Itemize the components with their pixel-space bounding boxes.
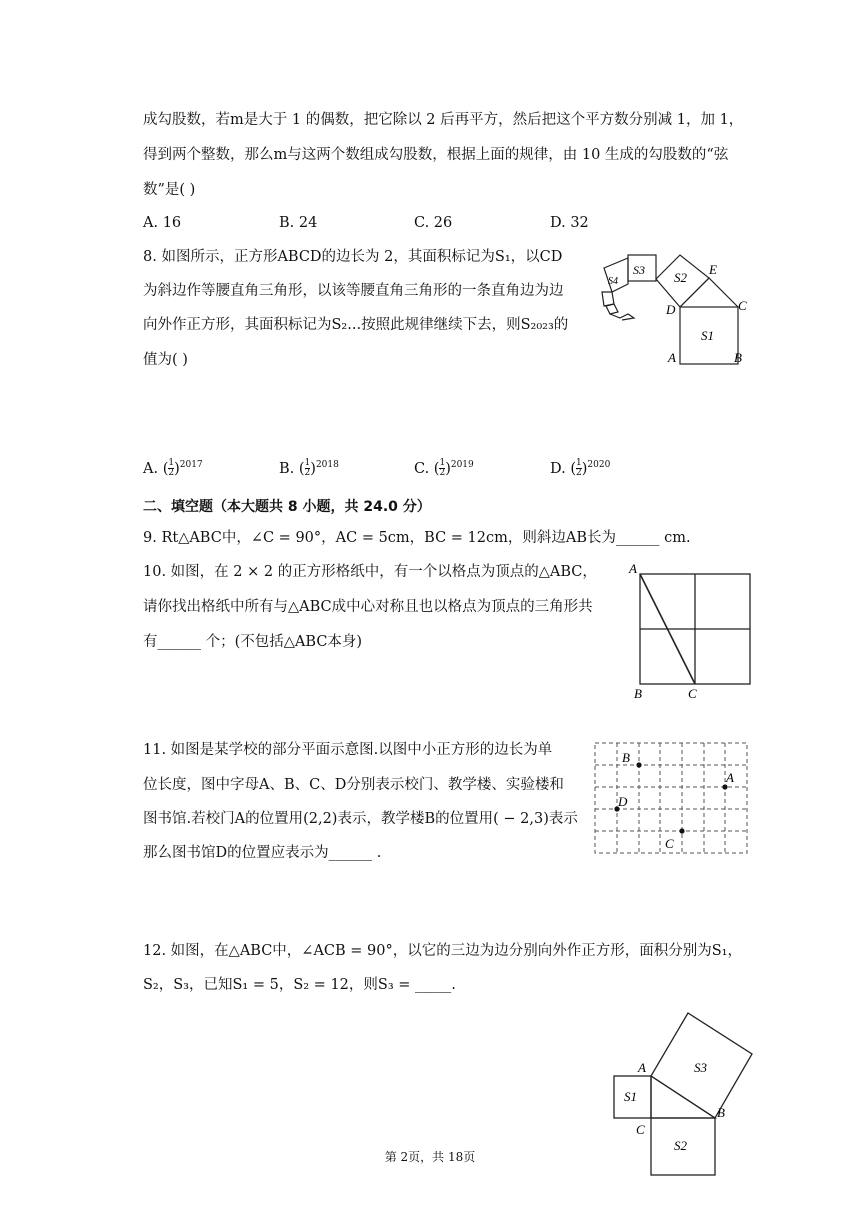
q11-point-c bbox=[679, 828, 684, 833]
q10-label-b: B bbox=[634, 686, 642, 701]
q8-option-b-prefix: B. ( bbox=[279, 460, 305, 477]
q8-spiral-tail bbox=[610, 314, 634, 320]
q11-figure bbox=[590, 740, 752, 858]
fraction: $\frac{1}{2}$ bbox=[439, 458, 446, 479]
q8-line-1: 8. 如图所示，正方形ABCD的边长为 2，其面积标记为S₁，以CD bbox=[143, 249, 563, 265]
q11-label-d: D bbox=[618, 794, 628, 809]
q8-label-b: B bbox=[734, 350, 742, 365]
q8-option-c-exp: 2019 bbox=[450, 460, 474, 470]
q8-label-d: D bbox=[666, 302, 676, 317]
q11-label-b: B bbox=[622, 750, 630, 765]
q8-line-4: 值为( ) bbox=[143, 352, 188, 368]
q10-label-a: A bbox=[629, 561, 637, 576]
q8-option-c: C. ( $\frac{1}{2}$ )$^{2019}$ bbox=[414, 458, 474, 479]
fraction: $\frac{1}{2}$ bbox=[575, 458, 582, 479]
q8-option-a-exp: 2017 bbox=[179, 460, 203, 470]
q7-option-d: D. 32 bbox=[550, 215, 589, 231]
q12-line-1: 12. 如图，在△ABC中，∠ACB = 90°，以它的三边为边分别向外作正方形，面积分别为S₁， bbox=[143, 943, 742, 959]
q7-option-a: A. 16 bbox=[143, 215, 182, 231]
q12-label-c: C bbox=[636, 1122, 645, 1137]
q12-label-b: B bbox=[717, 1105, 725, 1120]
section-heading: 二、填空题（本大题共 8 小题，共 24.0 分） bbox=[143, 499, 431, 515]
q8-spiral-smaller bbox=[606, 304, 618, 314]
q12-line-2: S₂，S₃，已知S₁ = 5，S₂ = 12，则S₃ = _____. bbox=[143, 977, 456, 993]
q10-figure bbox=[626, 560, 756, 702]
q8-line-2: 为斜边作等腰直角三角形，以该等腰直角三角形的一条直角边为边 bbox=[143, 283, 564, 299]
q8-label-a: A bbox=[668, 350, 676, 365]
q7-line-3: 数”是( ) bbox=[143, 182, 196, 198]
q11-label-c: C bbox=[665, 836, 674, 851]
q8-label-c: C bbox=[738, 298, 747, 313]
q7-line-2: 得到两个整数，那么m与这两个数组成勾股数，根据上面的规律，由 10 生成的勾股数的“弦 bbox=[143, 147, 729, 163]
q8-option-a: A. ( $\frac{1}{2}$ )$^{2017}$ bbox=[143, 458, 203, 479]
q12-label-s3: S3 bbox=[694, 1060, 707, 1075]
q10-line-1: 10. 如图，在 2 × 2 的正方形格纸中，有一个以格点为顶点的△ABC， bbox=[143, 564, 597, 580]
q8-option-a-prefix: A. ( bbox=[143, 460, 169, 477]
q8-figure bbox=[592, 246, 762, 368]
q11-label-a: A bbox=[726, 770, 734, 785]
q9-line-1: 9. Rt△ABC中，∠C = 90°，AC = 5cm，BC = 12cm，则斜边AB长为______ cm. bbox=[143, 530, 691, 546]
q8-label-s4: S4 bbox=[608, 276, 618, 287]
q10-line-2: 请你找出格纸中所有与△ABC成中心对称且也以格点为顶点的三角形共 bbox=[143, 599, 593, 615]
q8-option-d-prefix: D. ( bbox=[550, 460, 576, 477]
q8-label-s1: S1 bbox=[701, 328, 714, 343]
q8-option-c-prefix: C. ( bbox=[414, 460, 440, 477]
q11-line-1: 11. 如图是某学校的部分平面示意图.以图中小正方形的边长为单 bbox=[143, 742, 553, 758]
q8-option-d-exp: 2020 bbox=[587, 460, 611, 470]
q7-line-1: 成勾股数，若m是大于 1 的偶数，把它除以 2 后再平方，然后把这个平方数分别减 1，加 1， bbox=[143, 112, 744, 128]
q12-label-a: A bbox=[638, 1060, 646, 1075]
q8-line-3: 向外作正方形，其面积标记为S₂...按照此规律继续下去，则S₂₀₂₃的 bbox=[143, 317, 569, 333]
q11-point-a bbox=[722, 784, 727, 789]
q11-line-2: 位长度，图中字母A、B、C、D分别表示校门、教学楼、实验楼和 bbox=[143, 777, 564, 793]
q11-point-b bbox=[636, 762, 641, 767]
q11-line-4: 那么图书馆D的位置应表示为______ . bbox=[143, 845, 382, 861]
q10-label-c: C bbox=[688, 686, 697, 701]
q8-label-s3: S3 bbox=[633, 263, 645, 277]
q10-line-3: 有______ 个；(不包括△ABC本身) bbox=[143, 634, 363, 650]
q7-option-c: C. 26 bbox=[414, 215, 453, 231]
q7-option-b: B. 24 bbox=[279, 215, 318, 231]
q12-label-s1: S1 bbox=[624, 1089, 637, 1104]
page-footer: 第 2页，共 18页 bbox=[384, 1150, 476, 1164]
q11-line-3: 图书馆.若校门A的位置用(2,2)表示，教学楼B的位置用( − 2,3)表示 bbox=[143, 811, 578, 827]
q8-label-s2: S2 bbox=[674, 270, 687, 285]
fraction: $\frac{1}{2}$ bbox=[304, 458, 311, 479]
q8-option-b: B. ( $\frac{1}{2}$ )$^{2018}$ bbox=[279, 458, 339, 479]
q8-option-d: D. ( $\frac{1}{2}$ )$^{2020}$ bbox=[550, 458, 611, 479]
q12-label-s2: S2 bbox=[674, 1138, 687, 1153]
fraction: $\frac{1}{2}$ bbox=[168, 458, 175, 479]
q8-option-b-exp: 2018 bbox=[315, 460, 339, 470]
q12-triangle-abc bbox=[651, 1076, 715, 1118]
q8-triangle-cde bbox=[680, 278, 738, 307]
q8-label-e: E bbox=[709, 262, 717, 277]
